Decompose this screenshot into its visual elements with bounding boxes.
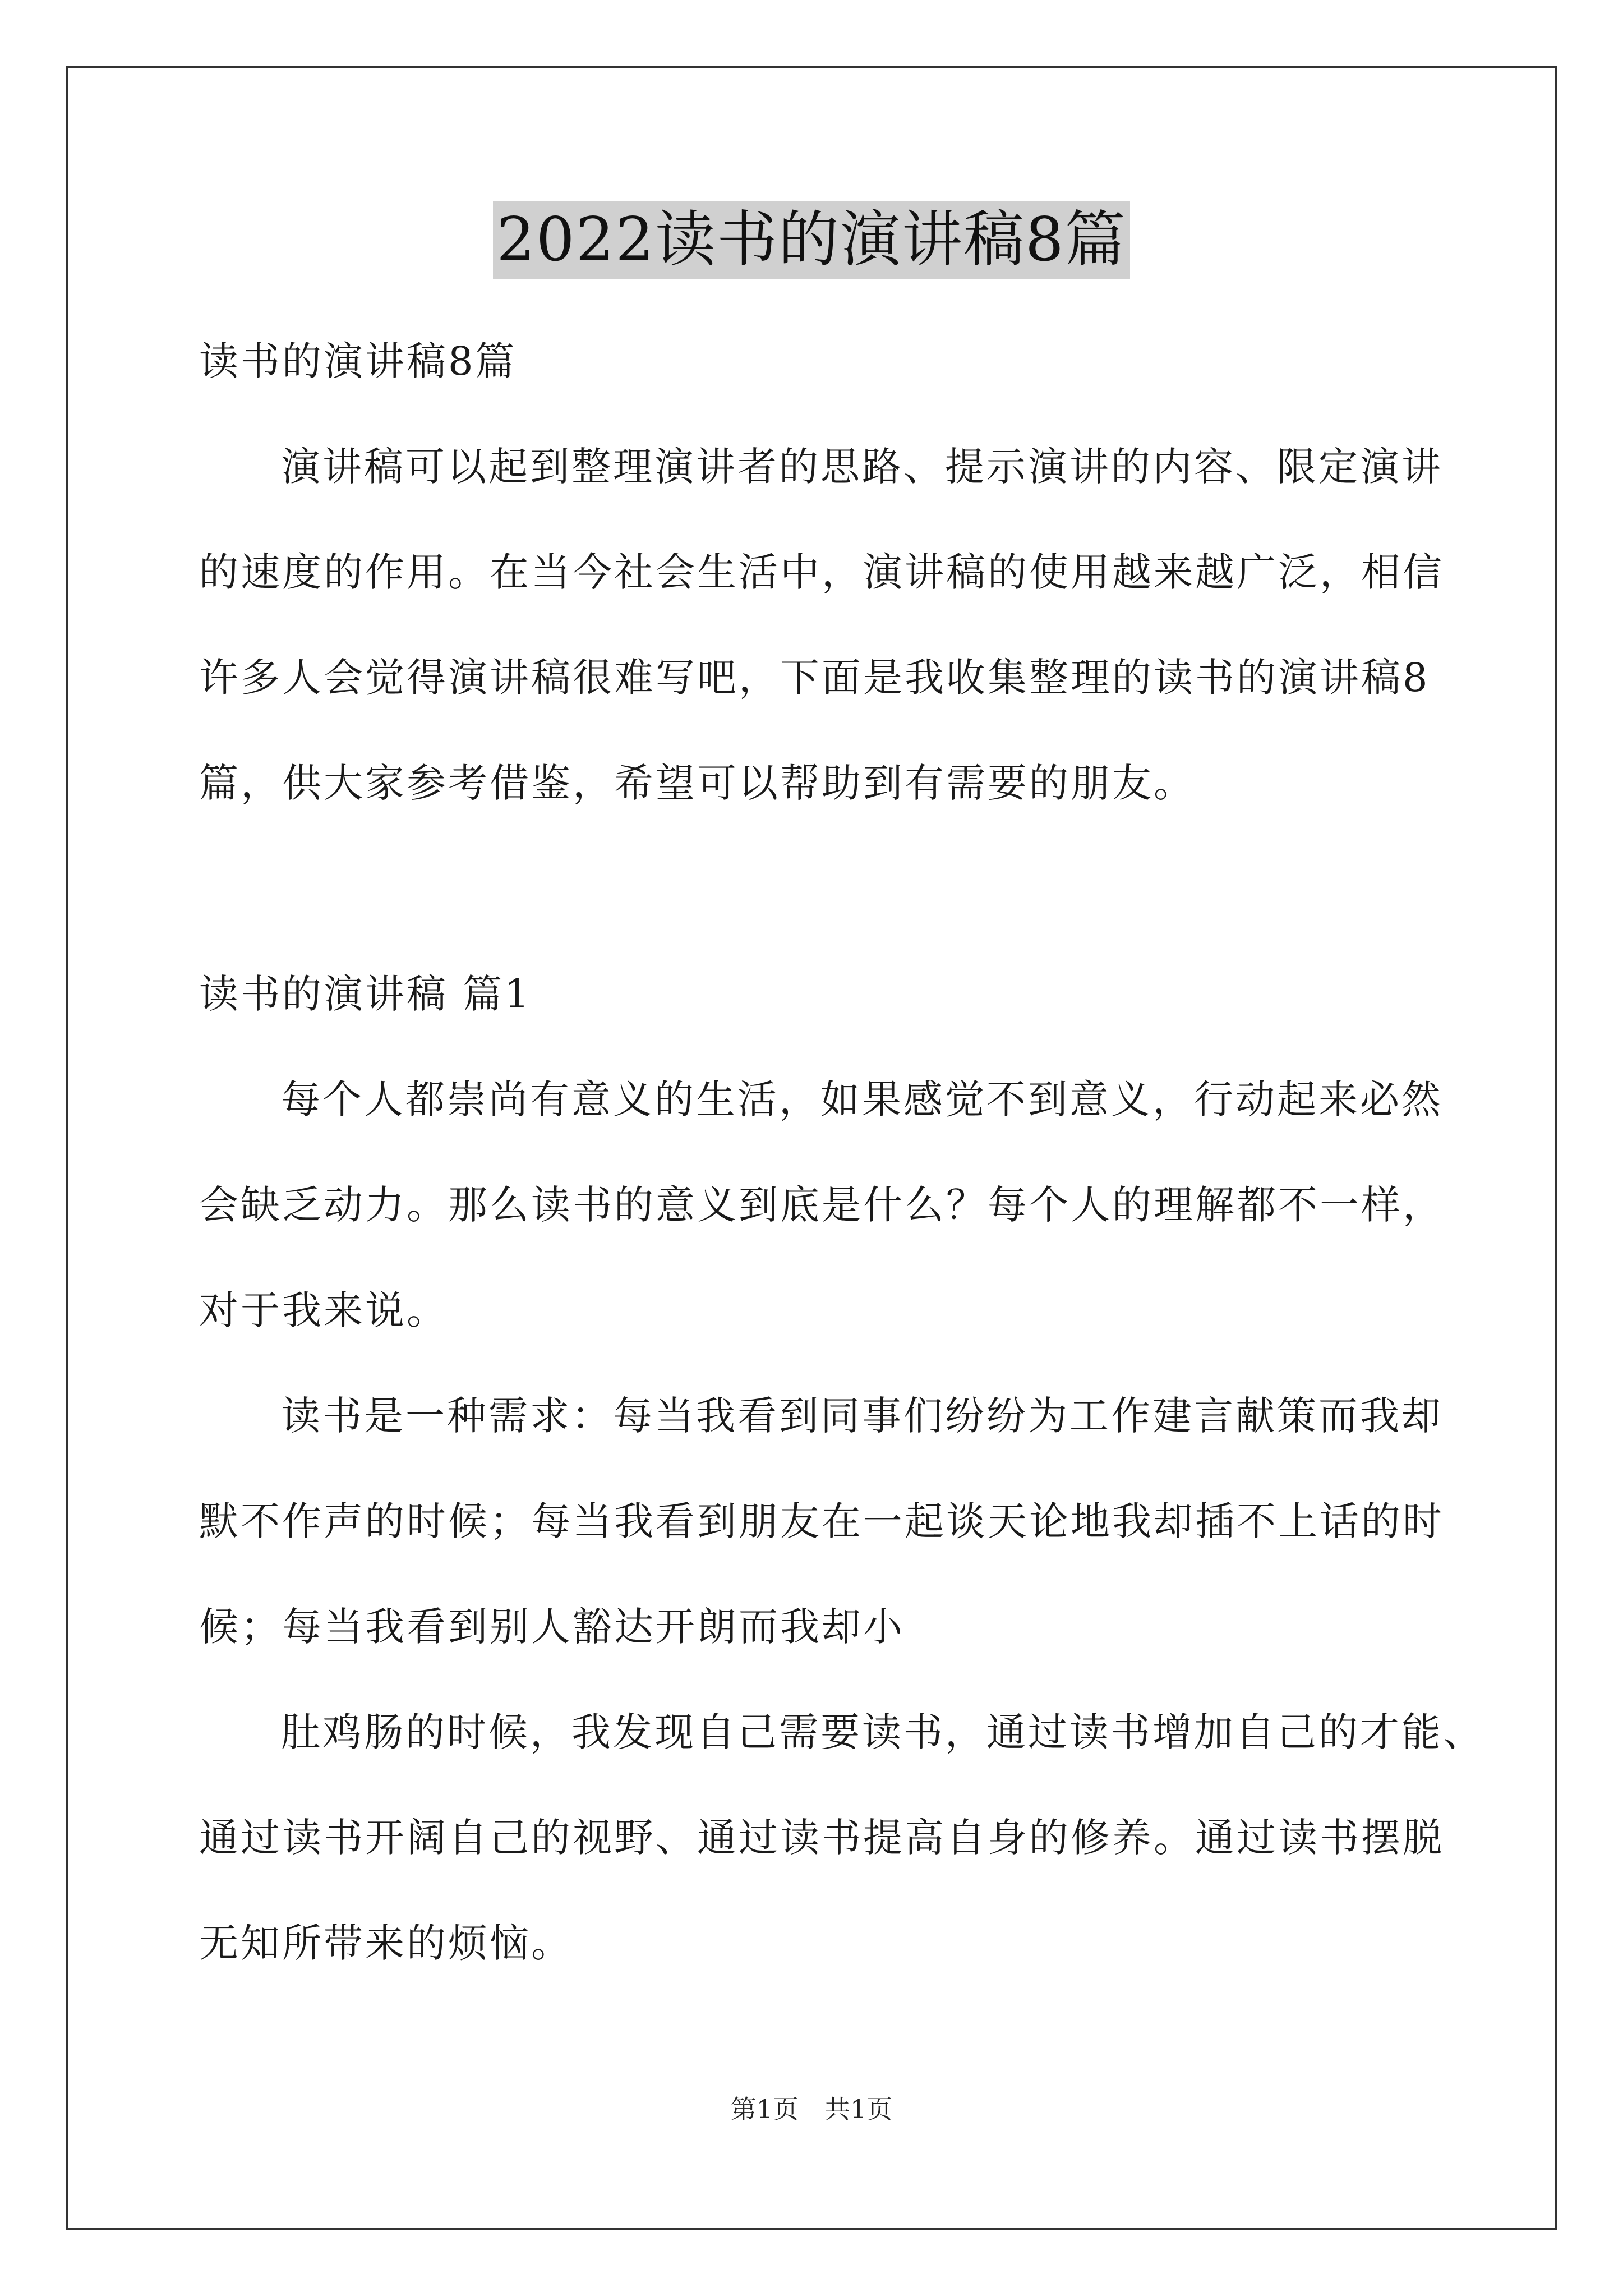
paragraph-line: 读书是一种需求：每当我看到同事们纷纷为工作建言献策而我却 [281, 1393, 1443, 1439]
paragraph-line: 对于我来说。 [199, 1287, 448, 1333]
title-container [0, 201, 1623, 279]
subtitle: 读书的演讲稿8篇 [199, 338, 517, 384]
paragraph-line: 无知所带来的烦恼。 [199, 1920, 573, 1966]
intro-line: 篇，供大家参考借鉴，希望可以帮助到有需要的朋友。 [199, 760, 1195, 806]
intro-line: 演讲稿可以起到整理演讲者的思路、提示演讲的内容、限定演讲 [281, 444, 1443, 490]
paragraph-line: 通过读书开阔自己的视野、通过读书提高自身的修养。通过读书摆脱 [199, 1815, 1444, 1861]
document-body [199, 309, 1484, 1996]
paragraph-line: 默不作声的时候；每当我看到朋友在一起谈天论地我却插不上话的时 [199, 1498, 1444, 1544]
page-footer: 第1页 共1页 [730, 2094, 893, 2124]
paragraph-line: 会缺乏动力。那么读书的意义到底是什么？每个人的理解都不一样， [199, 1182, 1444, 1228]
intro-line: 的速度的作用。在当今社会生活中，演讲稿的使用越来越广泛，相信 [199, 549, 1444, 595]
intro-line: 许多人会觉得演讲稿很难写吧，下面是我收集整理的读书的演讲稿8 [199, 655, 1430, 701]
paragraph-line: 每个人都崇尚有意义的生活，如果感觉不到意义，行动起来必然 [281, 1076, 1443, 1122]
document-title: 2022读书的演讲稿8篇 [493, 201, 1130, 279]
paragraph-line: 候；每当我看到别人豁达开朗而我却小 [199, 1604, 905, 1650]
paragraph-gap [199, 836, 1433, 941]
paragraph-line: 肚鸡肠的时候，我发现自己需要读书，通过读书增加自己的才能、 [281, 1709, 1484, 1755]
section-heading: 读书的演讲稿 篇1 [199, 971, 532, 1017]
